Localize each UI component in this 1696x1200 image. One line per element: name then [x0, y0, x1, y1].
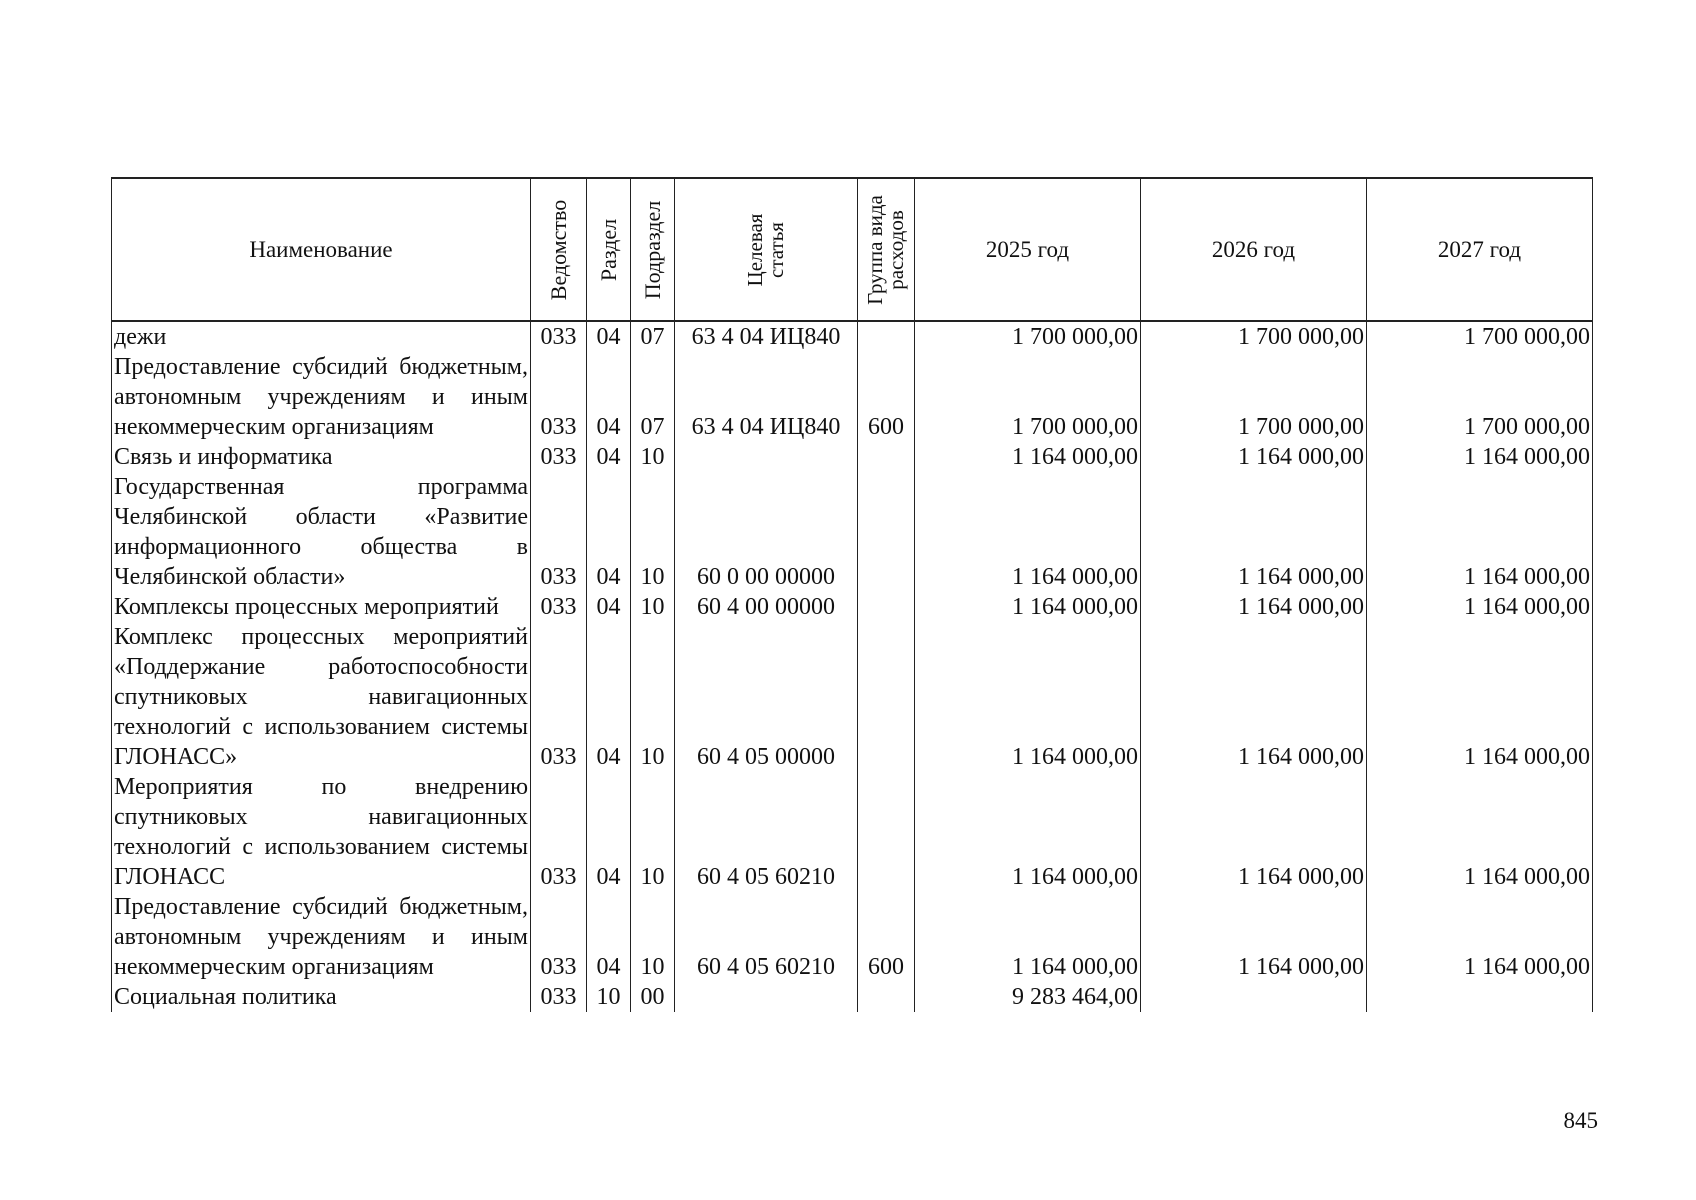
- header-section: [587, 178, 631, 321]
- row-amount-2025: 1 164 000,00: [915, 892, 1141, 982]
- header-subsection-label: Подраздел: [639, 200, 665, 299]
- header-year-2027: 2027 год: [1367, 178, 1593, 321]
- header-expense-line1: Группа вида: [863, 194, 887, 305]
- page-number: 845: [1563, 1108, 1598, 1133]
- row-expense-group: [858, 442, 915, 472]
- row-amount-2025: 1 164 000,00: [915, 472, 1141, 592]
- row-department: 033: [531, 622, 587, 772]
- row-subsection: 10: [631, 892, 675, 982]
- row-amount-2027: 1 164 000,00: [1367, 892, 1593, 982]
- row-target-article: 60 4 05 60210: [675, 892, 858, 982]
- row-target-article: 63 4 04 ИЦ840: [675, 352, 858, 442]
- row-expense-group: [858, 982, 915, 1012]
- row-department: 033: [531, 982, 587, 1012]
- row-amount-2027: 1 164 000,00: [1367, 442, 1593, 472]
- header-expense-label: [865, 195, 907, 305]
- row-department: 033: [531, 892, 587, 982]
- row-name: Мероприятия по внедрению спутниковых навигационных технологий с использованием системы ГЛОНАСС: [112, 772, 531, 892]
- table-row: [112, 892, 1593, 982]
- row-amount-2026: 1 164 000,00: [1141, 442, 1367, 472]
- row-amount-2026: 1 700 000,00: [1141, 352, 1367, 442]
- row-subsection: 10: [631, 472, 675, 592]
- row-expense-group: 600: [858, 892, 915, 982]
- row-subsection: 10: [631, 622, 675, 772]
- header-expense-line2: расходов: [884, 209, 908, 290]
- row-section: 10: [587, 982, 631, 1012]
- row-target-article: 60 4 05 00000: [675, 622, 858, 772]
- row-amount-2027: [1367, 982, 1593, 1012]
- row-target-article: 60 0 00 00000: [675, 472, 858, 592]
- header-year-2026: 2026 год: [1141, 178, 1367, 321]
- header-name: Наименование: [112, 178, 531, 321]
- row-amount-2026: 1 164 000,00: [1141, 622, 1367, 772]
- row-target-article: [675, 982, 858, 1012]
- row-department: 033: [531, 321, 587, 352]
- row-section: 04: [587, 352, 631, 442]
- row-expense-group: [858, 592, 915, 622]
- row-section: 04: [587, 592, 631, 622]
- row-expense-group: [858, 622, 915, 772]
- row-section: 04: [587, 892, 631, 982]
- row-name: Связь и информатика: [112, 442, 531, 472]
- row-target-article: 60 4 05 60210: [675, 772, 858, 892]
- row-amount-2026: 1 164 000,00: [1141, 892, 1367, 982]
- header-target-article: [675, 178, 858, 321]
- row-name: Комплексы процессных мероприятий: [112, 592, 531, 622]
- row-subsection: 10: [631, 772, 675, 892]
- row-expense-group: [858, 772, 915, 892]
- row-amount-2027: 1 164 000,00: [1367, 592, 1593, 622]
- row-amount-2025: 1 164 000,00: [915, 772, 1141, 892]
- row-expense-group: 600: [858, 352, 915, 442]
- table-row: [112, 592, 1593, 622]
- row-name: Предоставление субсидий бюджетным, автономным учреждениям и иным некоммерческим организациям: [112, 352, 531, 442]
- row-section: 04: [587, 321, 631, 352]
- row-department: 033: [531, 772, 587, 892]
- row-subsection: 07: [631, 321, 675, 352]
- row-amount-2027: 1 164 000,00: [1367, 622, 1593, 772]
- row-amount-2027: 1 700 000,00: [1367, 321, 1593, 352]
- row-amount-2025: 1 164 000,00: [915, 622, 1141, 772]
- row-department: 033: [531, 352, 587, 442]
- header-target-label: [745, 213, 787, 286]
- row-amount-2025: 9 283 464,00: [915, 982, 1141, 1012]
- table-row: [112, 772, 1593, 892]
- row-amount-2025: 1 164 000,00: [915, 442, 1141, 472]
- row-expense-group: [858, 321, 915, 352]
- row-amount-2027: 1 164 000,00: [1367, 772, 1593, 892]
- row-amount-2026: [1141, 982, 1367, 1012]
- header-subsection: [631, 178, 675, 321]
- row-name: дежи: [112, 321, 531, 352]
- row-section: 04: [587, 622, 631, 772]
- header-target-line2: статья: [764, 221, 788, 278]
- budget-table: [111, 177, 1593, 1012]
- table-row: [112, 472, 1593, 592]
- row-section: 04: [587, 772, 631, 892]
- table-row: [112, 442, 1593, 472]
- row-amount-2026: 1 700 000,00: [1141, 321, 1367, 352]
- row-name: Государственная программа Челябинской области «Развитие информационного общества в Челябинской области»: [112, 472, 531, 592]
- row-subsection: 00: [631, 982, 675, 1012]
- header-year-2025: 2025 год: [915, 178, 1141, 321]
- table-row: [112, 352, 1593, 442]
- row-subsection: 07: [631, 352, 675, 442]
- row-expense-group: [858, 472, 915, 592]
- row-amount-2026: 1 164 000,00: [1141, 592, 1367, 622]
- row-section: 04: [587, 442, 631, 472]
- row-department: 033: [531, 472, 587, 592]
- row-amount-2025: 1 164 000,00: [915, 592, 1141, 622]
- header-expense-group: [858, 178, 915, 321]
- row-subsection: 10: [631, 592, 675, 622]
- row-target-article: [675, 442, 858, 472]
- table-row: [112, 622, 1593, 772]
- header-department: [531, 178, 587, 321]
- table-row: [112, 982, 1593, 1012]
- row-amount-2025: 1 700 000,00: [915, 321, 1141, 352]
- row-name: Социальная политика: [112, 982, 531, 1012]
- row-department: 033: [531, 442, 587, 472]
- header-row: [112, 178, 1593, 321]
- row-department: 033: [531, 592, 587, 622]
- row-target-article: 60 4 00 00000: [675, 592, 858, 622]
- row-section: 04: [587, 472, 631, 592]
- row-name: Предоставление субсидий бюджетным, автономным учреждениям и иным некоммерческим организациям: [112, 892, 531, 982]
- row-target-article: 63 4 04 ИЦ840: [675, 321, 858, 352]
- row-name: Комплекс процессных мероприятий «Поддержание работоспособности спутниковых навигационных технологий с использованием системы ГЛОНАСС»: [112, 622, 531, 772]
- header-section-label: Раздел: [595, 218, 621, 281]
- row-amount-2026: 1 164 000,00: [1141, 472, 1367, 592]
- row-amount-2025: 1 700 000,00: [915, 352, 1141, 442]
- table-row: [112, 321, 1593, 352]
- row-amount-2027: 1 164 000,00: [1367, 472, 1593, 592]
- row-amount-2026: 1 164 000,00: [1141, 772, 1367, 892]
- header-target-line1: Целевая: [743, 213, 767, 286]
- row-amount-2027: 1 700 000,00: [1367, 352, 1593, 442]
- header-department-label: Ведомство: [545, 199, 571, 300]
- row-subsection: 10: [631, 442, 675, 472]
